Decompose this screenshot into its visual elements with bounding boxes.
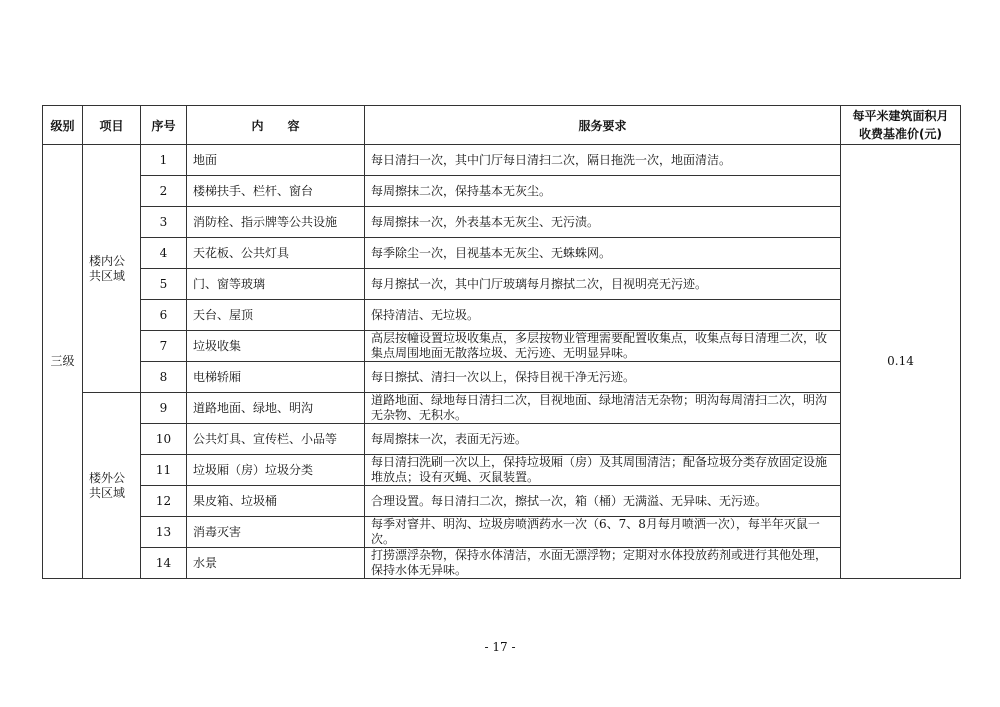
table-row bbox=[43, 269, 961, 300]
table-row bbox=[43, 486, 961, 517]
table-row bbox=[43, 424, 961, 455]
content-cell: 天花板、公共灯具 bbox=[187, 238, 365, 269]
seq-cell: 9 bbox=[141, 393, 187, 424]
area-cell-indoor: 楼内公共区域 bbox=[83, 145, 141, 393]
content-cell: 门、窗等玻璃 bbox=[187, 269, 365, 300]
content-cell: 果皮箱、垃圾桶 bbox=[187, 486, 365, 517]
price-cell: 0.14 bbox=[841, 145, 961, 579]
table-row bbox=[43, 331, 961, 362]
content-cell: 垃圾收集 bbox=[187, 331, 365, 362]
content-cell: 楼梯扶手、栏杆、窗台 bbox=[187, 176, 365, 207]
header-seq: 序号 bbox=[141, 106, 187, 145]
seq-cell: 14 bbox=[141, 548, 187, 579]
table-row bbox=[43, 238, 961, 269]
seq-cell: 12 bbox=[141, 486, 187, 517]
seq-cell: 10 bbox=[141, 424, 187, 455]
seq-cell: 4 bbox=[141, 238, 187, 269]
seq-cell: 6 bbox=[141, 300, 187, 331]
table-row bbox=[43, 145, 961, 176]
level-cell: 三级 bbox=[43, 145, 83, 579]
table-row bbox=[43, 207, 961, 238]
service-cell: 每周擦抹一次，外表基本无灰尘、无污渍。 bbox=[365, 207, 841, 238]
header-price: 每平米建筑面积月收费基准价(元) bbox=[841, 106, 961, 145]
content-cell: 地面 bbox=[187, 145, 365, 176]
content-cell: 消防栓、指示牌等公共设施 bbox=[187, 207, 365, 238]
service-cell: 每周擦抹二次，保持基本无灰尘。 bbox=[365, 176, 841, 207]
content-cell: 垃圾厢（房）垃圾分类 bbox=[187, 455, 365, 486]
header-service: 服务要求 bbox=[365, 106, 841, 145]
content-cell: 消毒灭害 bbox=[187, 517, 365, 548]
content-cell: 公共灯具、宣传栏、小品等 bbox=[187, 424, 365, 455]
table-row bbox=[43, 362, 961, 393]
table-row bbox=[43, 455, 961, 486]
header-project: 项目 bbox=[83, 106, 141, 145]
table-row bbox=[43, 517, 961, 548]
seq-cell: 11 bbox=[141, 455, 187, 486]
seq-cell: 1 bbox=[141, 145, 187, 176]
service-cell: 每日擦拭、清扫一次以上，保持目视干净无污迹。 bbox=[365, 362, 841, 393]
service-cell: 每日清扫一次，其中门厅每日清扫二次，隔日拖洗一次，地面清洁。 bbox=[365, 145, 841, 176]
service-cell: 合理设置。每日清扫二次，擦拭一次，箱（桶）无满溢、无异味、无污迹。 bbox=[365, 486, 841, 517]
service-cell: 打捞漂浮杂物，保持水体清洁，水面无漂浮物；定期对水体投放药剂或进行其他处理，保持水体无异味。 bbox=[365, 548, 841, 579]
header-level: 级别 bbox=[43, 106, 83, 145]
seq-cell: 2 bbox=[141, 176, 187, 207]
content-cell: 水景 bbox=[187, 548, 365, 579]
page-number: - 17 - bbox=[484, 640, 516, 654]
service-cell: 每日清扫洗刷一次以上，保持垃圾厢（房）及其周围清洁；配备垃圾分类存放固定设施堆放点；设有灭蝇、灭鼠装置。 bbox=[365, 455, 841, 486]
table-row bbox=[43, 300, 961, 331]
service-cell: 每季对窨井、明沟、垃圾房喷洒药水一次（6、7、8月每月喷洒一次），每半年灭鼠一次。 bbox=[365, 517, 841, 548]
area-cell-outdoor: 楼外公共区域 bbox=[83, 393, 141, 579]
header-content: 内 容 bbox=[187, 106, 365, 145]
seq-cell: 13 bbox=[141, 517, 187, 548]
content-cell: 道路地面、绿地、明沟 bbox=[187, 393, 365, 424]
service-cell: 每月擦拭一次，其中门厅玻璃每月擦拭二次，目视明亮无污迹。 bbox=[365, 269, 841, 300]
table-row bbox=[43, 393, 961, 424]
content-cell: 电梯轿厢 bbox=[187, 362, 365, 393]
seq-cell: 7 bbox=[141, 331, 187, 362]
table-header-row bbox=[43, 106, 961, 145]
service-cell: 每季除尘一次，目视基本无灰尘、无蛛蛛网。 bbox=[365, 238, 841, 269]
seq-cell: 8 bbox=[141, 362, 187, 393]
service-cell: 道路地面、绿地每日清扫二次，目视地面、绿地清洁无杂物；明沟每周清扫二次，明沟无杂物、无积水。 bbox=[365, 393, 841, 424]
seq-cell: 5 bbox=[141, 269, 187, 300]
table-row bbox=[43, 548, 961, 579]
table-row bbox=[43, 176, 961, 207]
service-cell: 保持清洁、无垃圾。 bbox=[365, 300, 841, 331]
seq-cell: 3 bbox=[141, 207, 187, 238]
service-cell: 每周擦抹一次，表面无污迹。 bbox=[365, 424, 841, 455]
content-cell: 天台、屋顶 bbox=[187, 300, 365, 331]
service-standard-table bbox=[42, 105, 961, 579]
service-cell: 高层按幢设置垃圾收集点，多层按物业管理需要配置收集点，收集点每日清理二次，收集点周围地面无散落垃圾、无污迹、无明显异味。 bbox=[365, 331, 841, 362]
